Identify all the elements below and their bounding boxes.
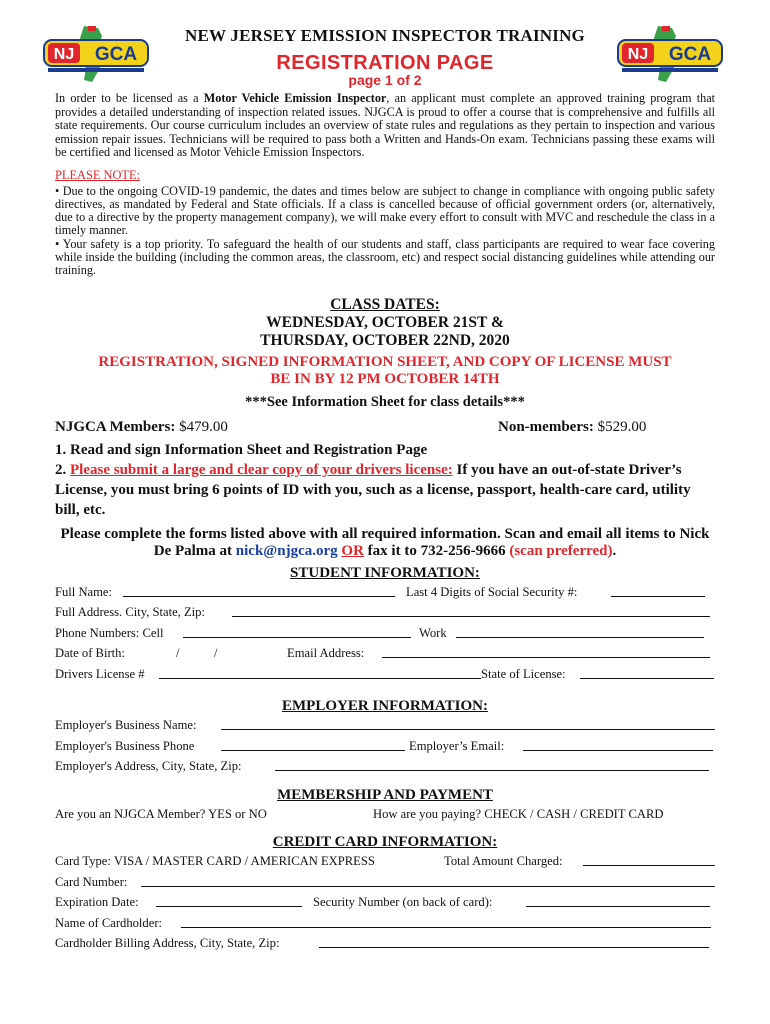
membership-title: MEMBERSHIP AND PAYMENT: [277, 786, 493, 803]
employer-name-label: Employer's Business Name:: [55, 718, 197, 733]
employer-phone-label: Employer's Business Phone: [55, 738, 195, 753]
period: .: [612, 543, 617, 560]
submission-text: Please complete the forms listed above with all required information. Scan and email all items to Nick De Palma at: [60, 525, 710, 560]
card-number-row: [55, 872, 715, 893]
security-number-label: Security Number (on back of card):: [313, 895, 493, 910]
class-date-line-2: THURSDAY, OCTOBER 22ND, 2020: [260, 331, 510, 349]
nonmembers-price-value: $529.00: [593, 418, 647, 435]
svg-text:NJ: NJ: [53, 46, 75, 63]
members-price: [55, 419, 228, 435]
full-name-field[interactable]: [123, 584, 395, 597]
membership-row: [55, 804, 715, 825]
address-row: [55, 602, 715, 623]
license-state-field[interactable]: [580, 666, 714, 679]
employer-info-title: EMPLOYER INFORMATION:: [282, 698, 488, 715]
security-number-field[interactable]: [526, 894, 710, 907]
step-2: [55, 460, 715, 520]
license-state-label: State of License:: [481, 666, 566, 681]
card-type-options[interactable]: Card Type: VISA / MASTER CARD / AMERICAN EXPRESS: [55, 854, 375, 869]
svg-text:GCA: GCA: [668, 44, 712, 65]
step-2-out-of-state-text: If you have an out-of-state Driver’s License, you must bring 6 points of ID with you, such as a license, passport, health-care card, utility bill, etc.: [55, 461, 691, 518]
njgca-logo-left: [40, 24, 152, 86]
address-field[interactable]: [232, 604, 710, 617]
total-charged-label: Total Amount Charged:: [444, 854, 563, 869]
pricing-row: [55, 419, 715, 439]
intro-text-start: In order to be licensed as a: [55, 91, 204, 105]
scan-preferred-text: (scan preferred): [509, 543, 613, 560]
member-question[interactable]: Are you an NJGCA Member? YES or NO: [55, 806, 267, 821]
employer-phone-email-row: [55, 736, 715, 757]
employer-address-label: Employer's Address, City, State, Zip:: [55, 759, 242, 774]
class-date-line-1: WEDNESDAY, OCTOBER 21ST &: [266, 313, 504, 331]
members-price-value: $479.00: [175, 418, 228, 435]
employer-name-field[interactable]: [221, 717, 715, 730]
njgca-logo-icon: [40, 24, 152, 86]
license-row: [55, 664, 715, 685]
cell-phone-label: Phone Numbers: Cell: [55, 625, 164, 640]
fax-text: fax it to 732-256-9666: [363, 543, 510, 560]
full-name-label: Full Name:: [55, 584, 113, 599]
contact-email-link[interactable]: nick@njgca.org: [235, 543, 338, 560]
card-number-field[interactable]: [141, 874, 715, 887]
employer-info-section: [55, 715, 715, 777]
phone-row: [55, 623, 715, 644]
instruction-steps: [55, 440, 715, 520]
dob-label: Date of Birth:: [55, 646, 125, 661]
document-title: NEW JERSEY EMISSION INSPECTOR TRAINING: [185, 26, 585, 45]
employer-email-field[interactable]: [523, 738, 713, 751]
employer-phone-field[interactable]: [221, 738, 405, 751]
billing-address-field[interactable]: [319, 935, 709, 948]
cardholder-field[interactable]: [181, 915, 711, 928]
license-field[interactable]: [159, 666, 481, 679]
or-text: OR: [341, 543, 364, 560]
employer-name-row: [55, 715, 715, 736]
main-content: [55, 92, 715, 954]
total-charged-field[interactable]: [583, 853, 715, 866]
page-indicator: page 1 of 2: [348, 72, 422, 88]
work-phone-field[interactable]: [456, 625, 704, 638]
members-price-label: NJGCA Members:: [55, 418, 176, 435]
step-1: 1. Read and sign Information Sheet and Registration Page: [55, 441, 428, 458]
intro-text-rest: , an applicant must complete an approved training program that provides a detailed understanding of inspection related issues. NJGCA is proud to offer a course that is comprehensive and fulfills all state requirements. Our course curriculum includes an overview of state rules and regulations as they pertain to inspection and various emission repair issues. Technicians will be required to pass both a Written and Hands-On exam. Technicians passing these exams will be certified and licensed as Motor Vehicle Emission Inspectors.: [55, 91, 715, 159]
expiration-label: Expiration Date:: [55, 895, 139, 910]
svg-text:NJ: NJ: [627, 46, 649, 63]
billing-address-row: [55, 933, 715, 954]
njgca-logo-icon: [614, 24, 726, 86]
student-info-section: [55, 582, 715, 685]
safety-note: • Your safety is a top priority. To safeguard the health of our students and staff, class participants are required to wear face covering while inside the building (including the common areas, the classroom, etc) and respect social distancing guidelines while attending our training.: [55, 236, 715, 278]
work-phone-label: Work: [419, 625, 447, 640]
cardholder-label: Name of Cardholder:: [55, 915, 163, 930]
njgca-logo-right: [614, 24, 726, 86]
nonmembers-price-label: Non-members:: [498, 418, 594, 435]
card-type-row: [55, 851, 715, 872]
deadline-line-2: BE IN BY 12 PM OCTOBER 14TH: [270, 370, 500, 387]
ssn-label: Last 4 Digits of Social Security #:: [406, 584, 578, 599]
dob-separator: /: [214, 646, 218, 661]
credit-card-section: [55, 851, 715, 954]
license-label: Drivers License #: [55, 666, 145, 681]
full-name-row: [55, 582, 715, 603]
credit-card-title: CREDIT CARD INFORMATION:: [272, 834, 498, 851]
billing-address-label: Cardholder Billing Address, City, State, Zip:: [55, 936, 280, 951]
see-info-sheet-note: ***See Information Sheet for class details***: [245, 393, 525, 410]
cardholder-row: [55, 913, 715, 934]
intro-paragraph: [55, 92, 715, 160]
email-label: Email Address:: [287, 646, 365, 661]
svg-text:GCA: GCA: [94, 44, 138, 65]
expiration-row: [55, 892, 715, 913]
intro-bold-term: Motor Vehicle Emission Inspector: [203, 91, 387, 105]
submission-instructions: [55, 526, 715, 561]
step-2-license-instruction: Please submit a large and clear copy of your drivers license:: [70, 461, 453, 478]
expiration-field[interactable]: [156, 894, 302, 907]
class-dates: [55, 296, 715, 350]
employer-email-label: Employer’s Email:: [409, 738, 505, 753]
student-info-title: STUDENT INFORMATION:: [290, 564, 480, 581]
deadline-line-1: REGISTRATION, SIGNED INFORMATION SHEET, AND COPY OF LICENSE MUST: [98, 353, 672, 370]
employer-address-row: [55, 756, 715, 777]
cell-phone-field[interactable]: [183, 625, 411, 638]
please-note-title: PLEASE NOTE:: [55, 167, 141, 182]
payment-question[interactable]: How are you paying? CHECK / CASH / CREDIT CARD: [373, 806, 664, 821]
step-2-number: 2.: [55, 461, 70, 478]
card-number-label: Card Number:: [55, 874, 128, 889]
dob-email-row: [55, 643, 715, 664]
dob-separator: /: [176, 646, 180, 661]
ssn-field[interactable]: [611, 584, 705, 597]
email-field[interactable]: [382, 645, 710, 658]
registration-heading: REGISTRATION PAGE: [276, 52, 494, 74]
registration-deadline: [55, 354, 715, 388]
employer-address-field[interactable]: [275, 758, 709, 771]
nonmembers-price: [498, 419, 646, 436]
address-label: Full Address. City, State, Zip:: [55, 605, 205, 620]
covid-note: • Due to the ongoing COVID-19 pandemic, the dates and times below are subject to change in compliance with ongoing public safety directives, as mandated by Federal and State officials. If a class is cancelled because of official government orders (or, alternatively, due to a directive by the property management company), we will make every effort to consult with MVC and reschedule the class in a timely manner.: [55, 183, 715, 238]
class-dates-label: CLASS DATES:: [330, 295, 440, 313]
